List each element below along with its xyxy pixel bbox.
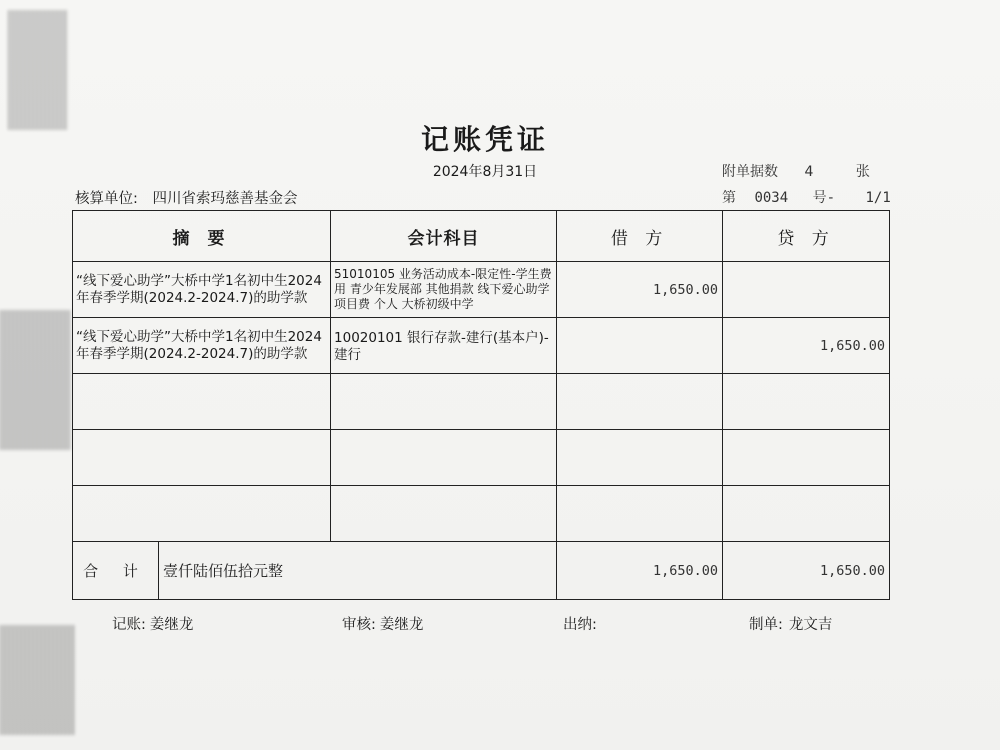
- voucher-date: 2024年8月31日: [432, 164, 538, 180]
- row-debit: [557, 318, 723, 374]
- auditor-name: 姜继龙: [379, 617, 424, 633]
- cashier-signature: [563, 613, 597, 634]
- header-debit: 借 方: [557, 211, 723, 262]
- attachment-count: [722, 161, 870, 181]
- total-row: [73, 542, 890, 600]
- cashier-label: 出纳:: [563, 617, 597, 633]
- accounting-unit-value: 四川省索玛慈善基金会: [152, 191, 298, 207]
- attachment-label: 附单据数: [722, 164, 778, 180]
- preparer-signature: [749, 613, 832, 634]
- bookkeeper-label: 记账:: [112, 617, 146, 633]
- bookkeeper-signature: [112, 613, 193, 634]
- attachment-unit: 张: [855, 164, 870, 180]
- row-summary: “线下爱心助学”大桥中学1名初中生2024年春季学期(2024.2-2024.7)的助学款: [73, 262, 331, 318]
- row-account: 51010105 业务活动成本-限定性-学生费用 青少年发展部 其他捐款 线下爱心助学 项目费 个人 大桥初级中学: [331, 262, 557, 318]
- preparer-label: 制单:: [749, 617, 783, 633]
- voucher-page: 1/1: [865, 190, 891, 206]
- row-credit: 1,650.00: [723, 318, 890, 374]
- empty-row: [73, 374, 890, 430]
- accounting-unit: [75, 187, 298, 208]
- attachment-number: 4: [804, 164, 814, 180]
- header-summary: 摘 要: [73, 211, 331, 262]
- auditor-signature: [342, 613, 423, 634]
- preparer-name: 龙文吉: [788, 617, 833, 633]
- table-header-row: [73, 211, 890, 262]
- row-debit: 1,650.00: [557, 262, 723, 318]
- voucher-title: 记账凭证: [420, 123, 549, 156]
- voucher-table: [72, 210, 890, 600]
- table-row: [73, 262, 890, 318]
- total-label: 合 计: [73, 542, 159, 600]
- auditor-label: 审核:: [342, 617, 376, 633]
- voucher-number-value: 0034: [754, 190, 789, 206]
- empty-row: [73, 430, 890, 486]
- total-credit: 1,650.00: [723, 542, 890, 600]
- header-credit: 贷 方: [723, 211, 890, 262]
- row-credit: [723, 262, 890, 318]
- row-account: 10020101 银行存款-建行(基本户)-建行: [331, 318, 557, 374]
- voucher-number: [722, 187, 891, 207]
- table-row: [73, 318, 890, 374]
- header-account: 会计科目: [331, 211, 557, 262]
- bookkeeper-name: 姜继龙: [149, 617, 194, 633]
- empty-row: [73, 486, 890, 542]
- total-debit: 1,650.00: [557, 542, 723, 600]
- accounting-unit-label: 核算单位:: [75, 191, 138, 207]
- voucher-number-prefix: 第: [722, 190, 736, 206]
- total-capital-amount: 壹仟陆佰伍拾元整: [159, 542, 557, 600]
- row-summary: “线下爱心助学”大桥中学1名初中生2024年春季学期(2024.2-2024.7)的助学款: [73, 318, 331, 374]
- voucher-number-suffix: 号-: [812, 190, 836, 206]
